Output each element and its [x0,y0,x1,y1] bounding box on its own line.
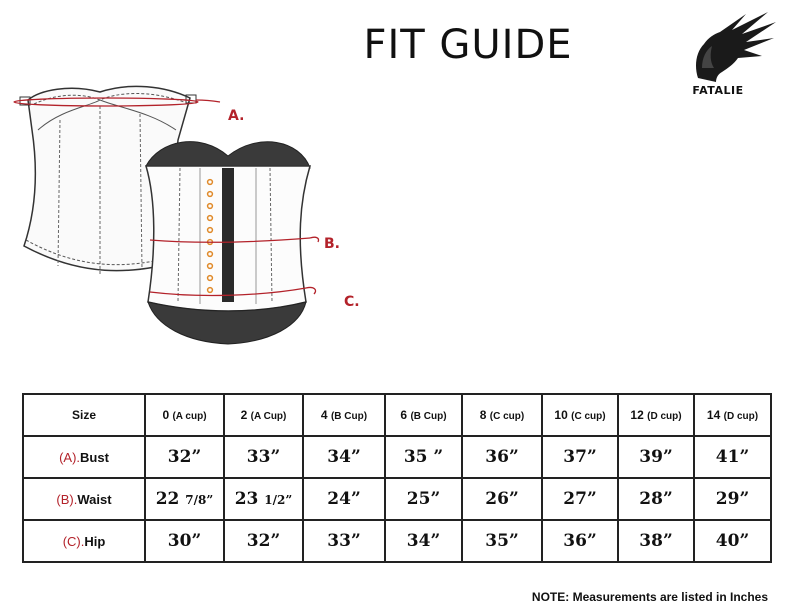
table-cell: 37” [542,436,618,478]
table-cell: 34” [303,436,385,478]
measure-label-c: C. [344,294,360,310]
table-cell: 27” [542,478,618,520]
table-cell: 34” [385,520,462,562]
table-cell: 36” [542,520,618,562]
table-cell: 32” [224,520,303,562]
table-cell: 28” [618,478,694,520]
table-row-waist [23,478,771,520]
table-cell: 41” [694,436,771,478]
row-label: (C).Hip [23,520,145,562]
table-cell: 29” [694,478,771,520]
table-cell: 36” [462,436,542,478]
header-cell: 2 (A Cup) [224,394,303,436]
row-label: (A).Bust [23,436,145,478]
table-cell: 33” [303,520,385,562]
table-cell: 22 7/8” [145,478,224,520]
corset-illustration [0,70,400,350]
table-cell: 30” [145,520,224,562]
brand-name: FATALIE [692,84,744,97]
header-cell: 6 (B Cup) [385,394,462,436]
table-cell: 35 ” [385,436,462,478]
table-cell: 39” [618,436,694,478]
measure-label-b: B. [324,236,340,252]
header-cell: 14 (D cup) [694,394,771,436]
header-cell: 0 (A cup) [145,394,224,436]
brand-head-icon [688,8,780,88]
header-cell: 8 (C cup) [462,394,542,436]
table-header-row [23,394,771,436]
page-title: FIT GUIDE [363,22,573,68]
size-chart-table [22,393,772,563]
table-cell: 25” [385,478,462,520]
table-cell: 26” [462,478,542,520]
header-cell: Size [23,394,145,436]
table-row-bust [23,436,771,478]
header-cell: 10 (C cup) [542,394,618,436]
table-cell: 24” [303,478,385,520]
table-cell: 32” [145,436,224,478]
measurement-note: NOTE: Measurements are listed in Inches [531,590,768,604]
table-cell: 23 1/2” [224,478,303,520]
table-cell: 40” [694,520,771,562]
header-cell: 12 (D cup) [618,394,694,436]
brand-logo [688,8,780,104]
table-row-hip [23,520,771,562]
table-cell: 35” [462,520,542,562]
measure-label-a: A. [228,108,245,124]
table-cell: 38” [618,520,694,562]
corset-back-view [146,142,310,344]
header-cell: 4 (B Cup) [303,394,385,436]
table-cell: 33” [224,436,303,478]
row-label: (B).Waist [23,478,145,520]
